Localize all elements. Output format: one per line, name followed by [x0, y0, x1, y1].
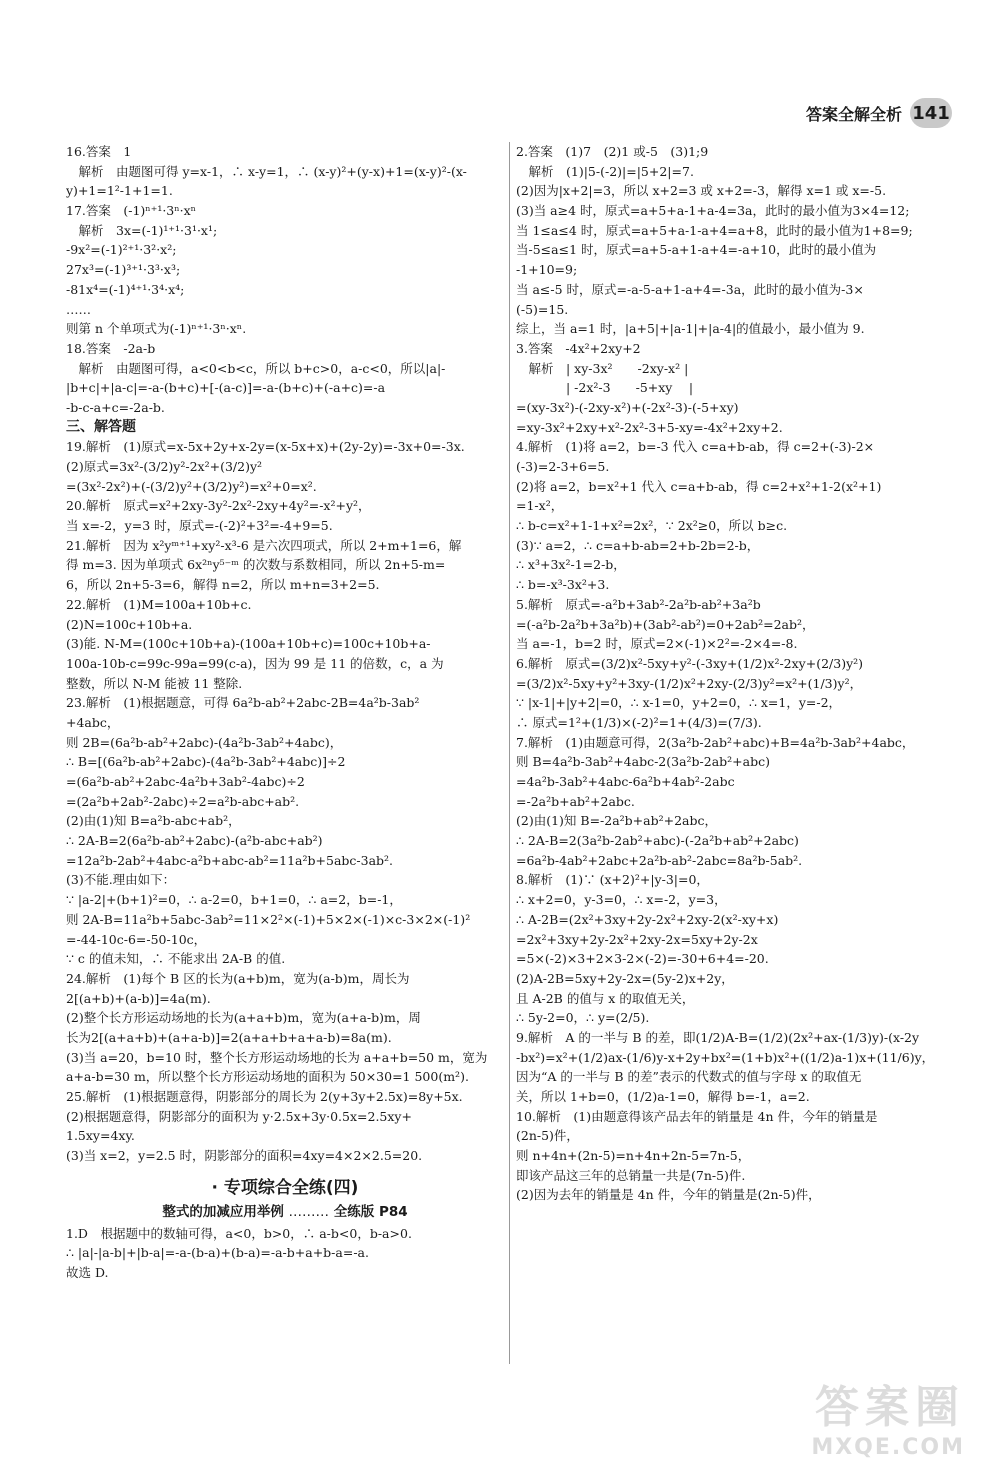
text-line: ∴ x+2=0，y-3=0，∴ x=-2，y=3，: [516, 892, 727, 908]
section-subtitle-subtitle: 整式的加减应用举例: [162, 1203, 284, 1220]
text-line: ∴ 原式=1²+(1/3)×(-2)²=1+(4/3)=(7/3).: [516, 714, 762, 730]
section-title: · 专项综合全练(四): [211, 1177, 359, 1198]
text-line: 5.解析 原式=-a²b+3ab²-2a²b-ab²+3a²b: [516, 596, 761, 612]
text-line: =-44-10c-6=-50-10c，: [66, 931, 207, 947]
text-line: 因为“A 的一半与 B 的差”表示的代数式的值与字母 x 的取值无: [516, 1069, 862, 1085]
text-line: 23.解析 (1)根据题意，可得 6a²b-ab²+2abc-2B=4a²b-3ab²: [66, 695, 420, 711]
text-line: (-3)=2-3+6=5.: [516, 459, 610, 474]
text-line: =5×(-2)×3+2×3-2×(-2)=-30+6+4=-20.: [516, 951, 769, 967]
text-line: (2)因为去年的销量是 4n 件，今年的销量是(2n-5)件，: [516, 1187, 821, 1203]
text-line: (2)原式=3x²-(3/2)y²-2x²+(3/2)y²: [66, 459, 263, 474]
text-line: 1.5xy=4xy.: [66, 1128, 135, 1144]
section-subtitle: [66, 1200, 504, 1224]
text-line: (2)将 a=2，b=x²+1 代入 c=a+b-ab，得 c=2+x²+1-2(x²+1): [516, 478, 882, 494]
text-line: ∵ |a-2|+(b+1)²=0，∴ a-2=0，b+1=0，∴ a=2，b=-1，: [66, 892, 402, 908]
text-line: (3)能. N-M=(100c+10b+a)-(100a+10b+c)=100c+10b+a-: [66, 636, 431, 652]
text-line: 则 2B=(6a²b-ab²+2abc)-(4a²b-3ab²+4abc)，: [66, 734, 343, 750]
text-line: 当 x=-2，y=3 时，原式=-(-2)²+3²=-4+9=5.: [66, 518, 333, 534]
text-line: =(2a²b+2ab²-2abc)÷2=a²b-abc+ab².: [66, 793, 300, 809]
text-line: =1-x²，: [516, 498, 564, 514]
text-line: =-2a²b+ab²+2abc.: [516, 793, 635, 809]
text-line: 解析 由题图可得，a<0<b<c，所以 b+c>0，a-c<0，所以|a|-: [66, 360, 446, 376]
text-line: -9x²=(-1)²⁺¹·3²·x²;: [66, 242, 177, 258]
text-line: =2x²+3xy+2y-2x²+2xy-2x=5xy+2y-2x: [516, 931, 758, 947]
text-line: 且 A-2B 的值与 x 的取值无关，: [516, 990, 695, 1006]
text-line: ∴ b=-x³-3x²+3.: [516, 577, 610, 593]
text-line: y)+1=1²-1+1=1.: [66, 183, 173, 199]
text-line: ∴ x³+3x²-1=2-b，: [516, 557, 626, 573]
text-line: (2)根据题意得，阴影部分的面积为 y·2.5x+3y·0.5x=2.5xy+: [66, 1108, 412, 1124]
text-line: =(-a²b-2a²b+3a²b)+(3ab²-ab²)=0+2ab²=2ab²，: [516, 616, 815, 632]
text-line: ∴ A-2B=(2x²+3xy+2y-2x²+2xy-2(x²-xy+x): [516, 911, 779, 927]
text-line: (3)∵ a=2，∴ c=a+b-ab=2+b-2b=2-b，: [516, 537, 760, 553]
text-line: 24.解析 (1)每个 B 区的长为(a+b)m，宽为(a-b)m，周长为: [66, 970, 410, 986]
text-line: 解析 由题图可得 y=x-1，∴ x-y=1，∴ (x-y)²+(y-x)+1=(x-y)²-(x-: [66, 163, 467, 179]
right-column: [516, 142, 959, 1205]
text-line: ∴ 2A-B=2(3a²b-2ab²+abc)-(-2a²b+ab²+2abc): [516, 833, 799, 849]
text-line: ……: [66, 301, 91, 317]
text-line: 当 1≤a≤4 时，原式=a+5+a-1-a+4=a+8，此时的最小值为1+8=9;: [516, 222, 913, 238]
text-line: 1.D 根据题中的数轴可得，a<0，b>0，∴ a-b<0，b-a>0.: [66, 1225, 412, 1241]
text-line: 100a-10b-c=99c-99a=99(c-a)，因为 99 是 11 的倍数，c，a 为: [66, 655, 444, 671]
text-line: (2)N=100c+10b+a.: [66, 616, 193, 632]
text-line: -81x⁴=(-1)⁴⁺¹·3⁴·x⁴;: [66, 281, 185, 297]
text-line: -bx²)=x²+(1/2)ax-(1/6)y-x+2y+bx²=(1+b)x²+((1/2)a-1)x+(11/6)y，: [516, 1049, 935, 1065]
text-line: 则 n+4n+(2n-5)=n+4n+2n-5=7n-5，: [516, 1148, 751, 1164]
text-line: 2.答案 (1)7 (2)1 或-5 (3)1;9: [516, 144, 709, 159]
text-line: 27x³=(-1)³⁺¹·3³·x³;: [66, 262, 181, 278]
text-line: (2)A-2B=5xy+2y-2x=(5y-2)x+2y，: [516, 970, 734, 986]
text-line: 则 B=4a²b-3ab²+4abc-2(3a²b-2ab²+abc): [516, 754, 770, 770]
text-line: 长为2[(a+a+b)+(a+a-b)]=2(a+a+b+a+a-b)=8a(m).: [66, 1029, 392, 1045]
text-line: =6a²b-4ab²+2abc+2a²b-ab²-2abc=8a²b-5ab².: [516, 852, 803, 868]
text-line: 8.解析 (1)∵ (x+2)²+|y-3|=0，: [516, 872, 709, 888]
text-line: -1+10=9;: [516, 262, 578, 278]
text-line: (-5)=15.: [516, 301, 569, 317]
text-line: =(3x²-2x²)+(-(3/2)y²+(3/2)y²)=x²+0=x².: [66, 478, 317, 494]
text-line: =(xy-3x²)-(-2xy-x²)+(-2x²-3)-(-5+xy): [516, 399, 739, 415]
text-line: 4.解析 (1)将 a=2，b=-3 代入 c=a+b-ab，得 c=2+(-3)-2×: [516, 439, 875, 455]
text-line: ∵ |x-1|+|y+2|=0，∴ x-1=0，y+2=0，∴ x=1，y=-2，: [516, 695, 842, 711]
text-line: 22.解析 (1)M=100a+10b+c.: [66, 596, 252, 612]
text-line: =(6a²b-ab²+2abc-4a²b+3ab²-4abc)÷2: [66, 774, 305, 789]
text-line: |b+c|+|a-c|=-a-(b+c)+[-(a-c)]=-a-(b+c)+(-a+c)=-a: [66, 380, 386, 396]
page-number-badge: 141: [910, 98, 952, 128]
text-line: 故选 D.: [66, 1265, 109, 1281]
text-line: 三、解答题: [66, 418, 136, 435]
text-line: 当 a≤-5 时，原式=-a-5-a+1-a+4=-3a，此时的最小值为-3×: [516, 281, 864, 297]
section-subtitle-ref: 全练版 P84: [333, 1203, 408, 1220]
page-header: [806, 96, 952, 130]
text-line: (2)整个长方形运动场地的长为(a+a+b)m，宽为(a+a-b)m，周: [66, 1010, 421, 1026]
text-line: (2)因为|x+2|=3，所以 x+2=3 或 x+2=-3，解得 x=1 或 x=-5.: [516, 183, 887, 199]
text-line: 2[(a+b)+(a-b)]=4a(m).: [66, 990, 211, 1006]
text-line: 关，所以 1+b=0，(1/2)a-1=0，解得 b=-1，a=2.: [516, 1089, 810, 1104]
text-line: 7.解析 (1)由题意可得，2(3a²b-2ab²+abc)+B=4a²b-3ab²+4abc，: [516, 734, 915, 750]
text-line: 17.答案 (-1)ⁿ⁺¹·3ⁿ·xⁿ: [66, 203, 197, 219]
text-line: 即该产品这三年的总销量一共是(7n-5)件.: [516, 1167, 746, 1183]
watermark-bottom: MXQE.COM: [811, 1435, 965, 1460]
text-line: (3)当 a≥4 时，原式=a+5+a-1+a-4=3a，此时的最小值为3×4=12;: [516, 203, 910, 219]
text-line: =xy-3x²+2xy+x²-2x²-3+5-xy=-4x²+2xy+2.: [516, 419, 783, 435]
text-line: 19.解析 (1)原式=x-5x+2y+x-2y=(x-5x+x)+(2y-2y)=-3x+0=-3x.: [66, 439, 465, 455]
left-column: [66, 142, 504, 1283]
text-line: 当-5≤a≤1 时，原式=a+5-a+1-a+4=-a+10，此时的最小值为: [516, 242, 877, 258]
text-line: 解析 (1)|5-(-2)|=|5+2|=7.: [516, 163, 694, 179]
text-line: a+a-b=30 m，所以整个长方形运动场地的面积为 50×30=1 500(m²).: [66, 1069, 469, 1085]
text-line: 得 m=3. 因为单项式 6x²ⁿy⁵⁻ᵐ 的次数与系数相同，所以 2n+5-m=: [66, 557, 446, 573]
text-line: ∴ 2A-B=2(6a²b-ab²+2abc)-(a²b-abc+ab²): [66, 833, 323, 849]
text-line: ∴ |a|-|a-b|+|b-a|=-a-(b-a)+(b-a)=-a-b+a+b-a=-a.: [66, 1245, 369, 1261]
text-line: -b-c-a+c=-2a-b.: [66, 399, 165, 415]
section-subtitle-dots: ………: [288, 1203, 330, 1220]
text-line: 20.解析 原式=x²+2xy-3y²-2x²-2xy+4y²=-x²+y²，: [66, 498, 371, 514]
text-line: ∴ b-c=x²+1-1+x²=2x²，∵ 2x²≥0，所以 b≥c.: [516, 518, 788, 534]
text-line: 当 a=-1，b=2 时，原式=2×(-1)×2²=-2×4=-8.: [516, 636, 798, 652]
text-line: (3)当 a=20，b=10 时，整个长方形运动场地的长为 a+a+b=50 m，宽为: [66, 1049, 488, 1065]
text-line: =(3/2)x²-5xy+y²+3xy-(1/2)x²+2xy-(2/3)y²=x²+(1/3)y²，: [516, 675, 863, 691]
text-line: | -2x²-3 -5+xy |: [516, 380, 694, 396]
text-line: 整数，所以 N-M 能被 11 整除.: [66, 675, 243, 691]
text-line: 则 2A-B=11a²b+5abc-3ab²=11×2²×(-1)+5×2×(-1)×c-3×2×(-1)²: [66, 911, 471, 927]
text-line: (2)由(1)知 B=a²b-abc+ab²，: [66, 813, 241, 829]
text-line: 解析 | xy-3x² -2xy-x² |: [516, 360, 689, 376]
watermark-top: 答案圈: [815, 1382, 965, 1433]
text-line: 6.解析 原式=(3/2)x²-5xy+y²-(-3xy+(1/2)x²-2xy+(2/3)y²): [516, 655, 864, 671]
text-line: 则第 n 个单项式为(-1)ⁿ⁺¹·3ⁿ·xⁿ.: [66, 321, 247, 337]
text-line: =12a²b-2ab²+4abc-a²b+abc-ab²=11a²b+5abc-3ab².: [66, 852, 394, 868]
text-line: 3.答案 -4x²+2xy+2: [516, 340, 641, 356]
text-line: ∴ B=[(6a²b-ab²+2abc)-(4a²b-3ab²+4abc)]÷2: [66, 754, 346, 770]
text-line: ∵ c 的值未知，∴ 不能求出 2A-B 的值.: [66, 951, 286, 967]
header-title: 答案全解全析: [805, 104, 902, 124]
text-line: +4abc，: [66, 714, 120, 730]
text-line: 25.解析 (1)根据题意得，阴影部分的周长为 2(y+3y+2.5x)=8y+5x.: [66, 1089, 463, 1104]
text-line: (2)由(1)知 B=-2a²b+ab²+2abc，: [516, 813, 718, 829]
text-line: 9.解析 A 的一半与 B 的差，即(1/2)A-B=(1/2)(2x²+ax-(1/3)y)-(x-2y: [516, 1029, 920, 1045]
text-line: 6，所以 2n+5-3=6，解得 n=2，所以 m+n=3+2=5.: [66, 577, 380, 593]
text-line: 16.答案 1: [66, 144, 132, 159]
watermark-logo: [775, 1371, 965, 1466]
text-line: ∴ 5y-2=0，∴ y=(2/5).: [516, 1010, 650, 1026]
column-divider: [509, 142, 510, 1364]
text-line: 21.解析 因为 x²yᵐ⁺¹+xy²-x³-6 是六次四项式，所以 2+m+1=6，解: [66, 537, 462, 553]
text-line: (2n-5)件，: [516, 1128, 579, 1144]
text-line: 10.解析 (1)由题意得该产品去年的销量是 4n 件，今年的销量是: [516, 1108, 878, 1124]
text-line: 解析 3x=(-1)¹⁺¹·3¹·x¹;: [66, 222, 218, 238]
text-line: (3)不能.理由如下：: [66, 872, 176, 888]
text-line: 综上，当 a=1 时，|a+5|+|a-1|+|a-4|的值最小，最小值为 9.: [516, 321, 865, 337]
text-line: 18.答案 -2a-b: [66, 340, 156, 356]
text-line: =4a²b-3ab²+4abc-6a²b+4ab²-2abc: [516, 774, 735, 789]
text-line: (3)当 x=2，y=2.5 时，阴影部分的面积=4xy=4×2×2.5=20.: [66, 1148, 423, 1164]
